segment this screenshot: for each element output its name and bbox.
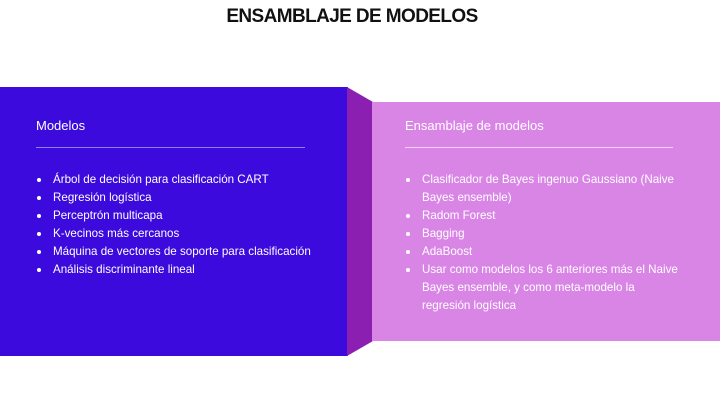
ensemble-panel xyxy=(372,102,720,341)
list-item: Árbol de decisión para clasificación CART xyxy=(36,171,316,189)
list-item: Radom Forest xyxy=(405,207,685,225)
list-item: Máquina de vectores de soporte para clasificación xyxy=(36,243,316,261)
list-item: Usar como modelos los 6 anteriores más el Naive Bayes ensemble, y como meta-modelo la regresión logística xyxy=(405,261,685,315)
models-panel xyxy=(0,87,348,356)
slide-title: ENSAMBLAJE DE MODELOS xyxy=(226,6,478,27)
list-item: AdaBoost xyxy=(405,243,685,261)
list-item: Perceptrón multicapa xyxy=(36,207,316,225)
list-item: K-vecinos más cercanos xyxy=(36,225,316,243)
models-heading: Modelos xyxy=(36,118,86,133)
list-item: Bagging xyxy=(405,225,685,243)
ensemble-list xyxy=(405,171,685,315)
list-item: Regresión logística xyxy=(36,189,316,207)
models-list xyxy=(36,171,316,279)
ensemble-heading: Ensamblaje de modelos xyxy=(405,118,544,133)
list-item: Análisis discriminante lineal xyxy=(36,261,316,279)
panel-fold xyxy=(347,87,373,356)
ensemble-heading-divider xyxy=(405,147,673,148)
list-item: Clasificador de Bayes ingenuo Gaussiano (Naive Bayes ensemble) xyxy=(405,171,685,207)
models-heading-divider xyxy=(36,147,305,148)
